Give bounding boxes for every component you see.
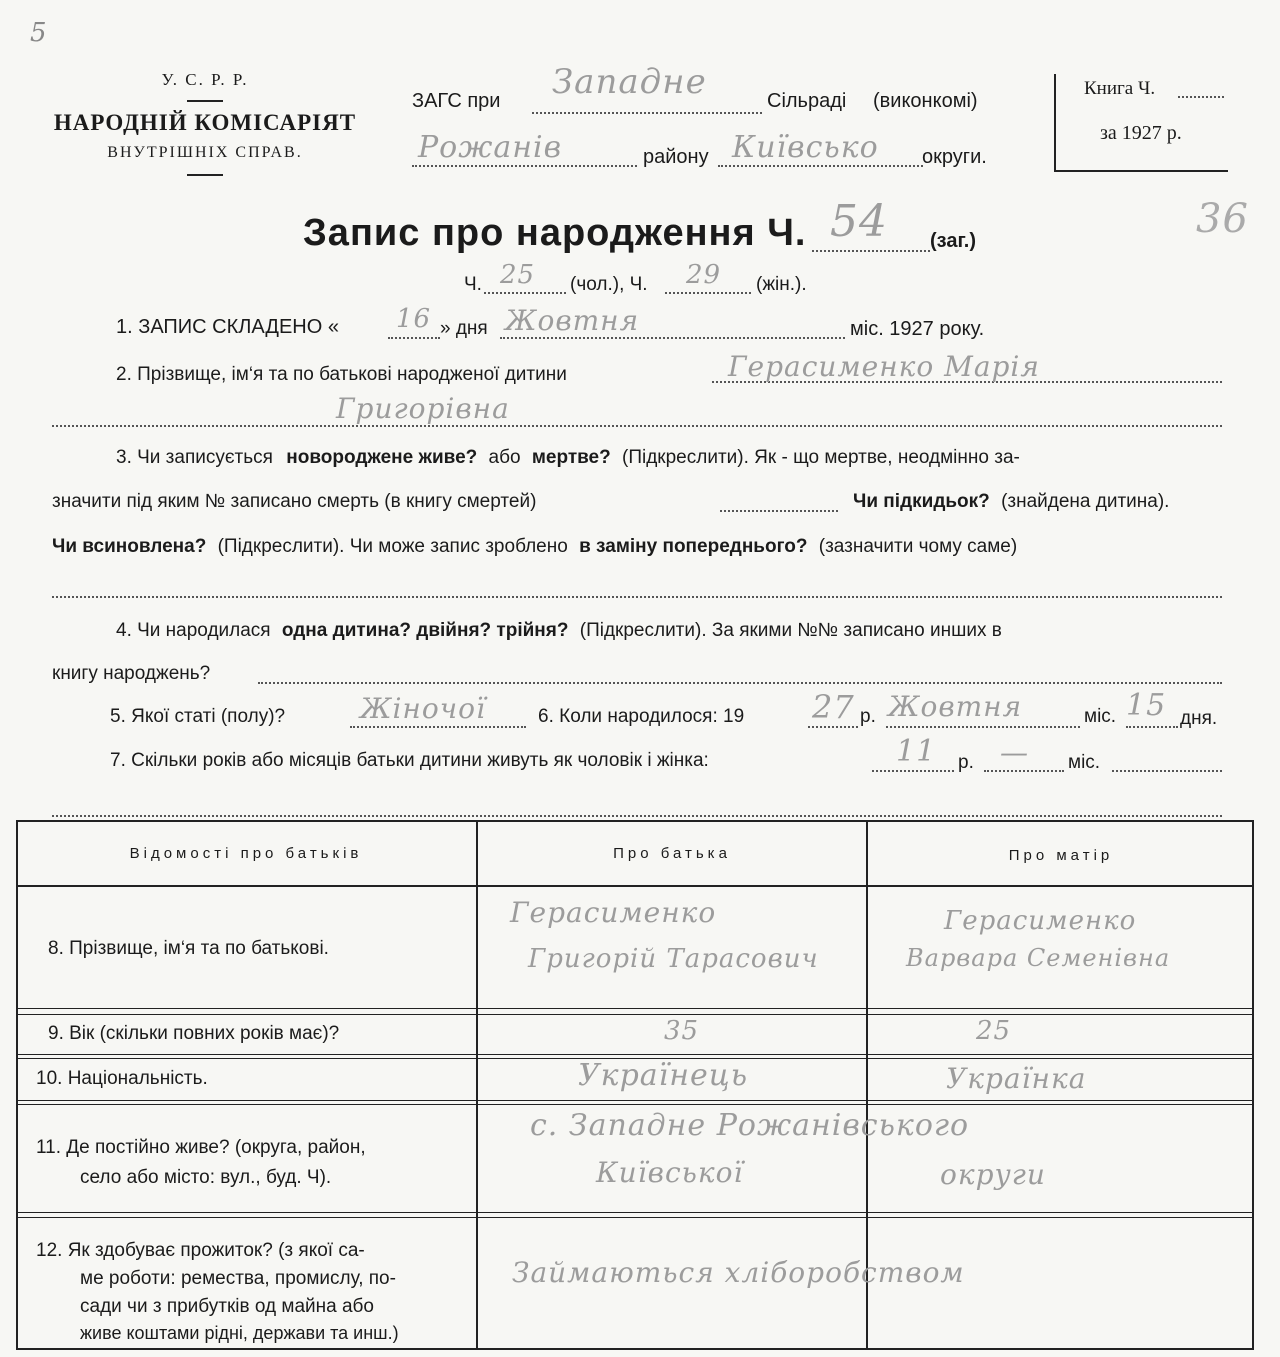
item1-mid: » дня xyxy=(440,318,488,339)
item3-l: (зазначити чому саме) xyxy=(818,536,1018,557)
item6-year-handwriting: 27 xyxy=(812,688,855,726)
item3-line2 xyxy=(52,491,536,513)
item5-handwriting: Жіночої xyxy=(360,692,486,725)
item6-mis: міс. xyxy=(1084,706,1117,727)
divider xyxy=(187,100,223,102)
table-header-info: Відомості про батьків xyxy=(129,845,363,862)
header-left xyxy=(0,70,410,176)
item3-death-line xyxy=(720,510,838,512)
ch-label: Ч. xyxy=(464,274,482,295)
row9-mother: 25 xyxy=(976,1016,1012,1046)
item3-e: (Підкреслити). Як - що мертве, неодмінно за- xyxy=(622,447,1020,468)
row12-label-2: ме роботи: ремества, промислу, по- xyxy=(80,1268,396,1289)
table-col-divider xyxy=(476,820,478,1350)
item7-line-blank xyxy=(52,815,1222,817)
item1-suffix: міс. 1927 року. xyxy=(850,318,985,340)
item3-j: (Підкреслити). Чи може запис зроблено xyxy=(217,536,568,557)
male-label: (чол.), Ч. xyxy=(570,274,648,295)
row9-label: 9. Вік (скільки повних років має)? xyxy=(48,1023,340,1044)
item3-d: мертве? xyxy=(531,447,611,468)
row10-label: 10. Національність. xyxy=(36,1068,208,1089)
item5-label: 5. Якої статі (полу)? xyxy=(110,706,286,727)
item6-r: р. xyxy=(860,706,876,727)
record-title: Запис про народження Ч. xyxy=(303,212,807,254)
row9-father: 35 xyxy=(664,1016,700,1046)
row12-label-4: живе коштами рідні, держави та инш.) xyxy=(80,1323,399,1343)
item2-label: 2. Прізвище, ім‘я та по батькові народженої дитини xyxy=(116,364,567,385)
item7-line-end xyxy=(1112,770,1222,772)
table-row-divider xyxy=(16,1100,1254,1101)
book-number-line xyxy=(1178,96,1224,98)
table-header-divider xyxy=(16,885,1254,887)
item6-dnia: дня. xyxy=(1180,708,1218,729)
item7-mis: міс. xyxy=(1068,752,1101,773)
commissariat-title: НАРОДНІЙ КОМІСАРІЯТ xyxy=(53,110,357,135)
council-label: Сільраді xyxy=(767,90,847,112)
item6-day-line xyxy=(1126,726,1178,728)
divider xyxy=(187,174,223,176)
table-header-mother: Про матір xyxy=(1008,847,1114,864)
record-number-handwriting: 54 xyxy=(830,196,888,247)
item1-month-line xyxy=(500,337,845,339)
record-number-line xyxy=(812,250,930,252)
row8-father-line2: Григорій Тарасович xyxy=(528,944,819,974)
female-label: (жін.). xyxy=(756,274,807,295)
rayon-handwriting: Рожанів xyxy=(418,130,563,165)
row8-father-line1: Герасименко xyxy=(510,896,717,929)
male-number-handwriting: 25 xyxy=(500,260,536,290)
table-row-divider xyxy=(16,1212,1254,1213)
item7-months-line xyxy=(984,770,1064,772)
item3-line1 xyxy=(116,447,1020,469)
rayon-line xyxy=(412,165,637,167)
total-label: (заг.) xyxy=(930,230,977,252)
item3-line3 xyxy=(52,536,1017,558)
row12-label-3: сади чи з прибутків од майна або xyxy=(80,1296,374,1317)
item6-month-line xyxy=(886,726,1080,728)
book-label: Книга Ч. xyxy=(1084,78,1156,99)
table-row-divider xyxy=(16,1014,1254,1015)
item1-day-line xyxy=(388,337,440,339)
item3-a: 3. Чи записується xyxy=(116,447,273,468)
item7-years-handwriting: 11 xyxy=(896,734,937,769)
item3-line-blank xyxy=(52,596,1222,598)
zags-prefix: ЗАГС при xyxy=(412,90,501,112)
okruha-handwriting: Київсько xyxy=(732,130,879,165)
margin-mark-top-left: 5 xyxy=(30,18,48,48)
female-number-handwriting: 29 xyxy=(686,260,722,290)
row8-label: 8. Прізвище, ім‘я та по батькові. xyxy=(48,938,329,959)
item3-k: в заміну попереднього? xyxy=(579,536,808,557)
row11-father-line2: Київської xyxy=(596,1156,744,1189)
item4-b: одна дитина? двійня? трійня? xyxy=(281,620,569,641)
item1-month-handwriting: Жовтня xyxy=(505,304,640,337)
item5-line xyxy=(350,726,526,728)
book-year: за 1927 р. xyxy=(1100,122,1182,144)
item3-g: Чи підкидьок? xyxy=(853,491,990,512)
item3-f: значити під яким № записано смерть (в книгу смертей) xyxy=(52,491,537,512)
item2-name2-handwriting: Григорівна xyxy=(336,392,510,425)
row10-mother: Українка xyxy=(946,1062,1087,1095)
table-row-divider xyxy=(16,1217,1254,1218)
item7-years-line xyxy=(872,770,954,772)
row12-father: Займаються хліборобством xyxy=(512,1256,965,1289)
item2-line-2 xyxy=(52,425,1222,427)
item4-line1 xyxy=(116,620,1002,642)
row12-label-1: 12. Як здобуває прожиток? (з якої са- xyxy=(36,1240,365,1261)
item6-month-handwriting: Жовтня xyxy=(888,690,1023,723)
row8-mother-line2: Варвара Семенівна xyxy=(906,944,1171,972)
margin-mark-top-right: 36 xyxy=(1196,196,1249,242)
book-box xyxy=(1054,74,1228,172)
okruha-line xyxy=(718,165,923,167)
rayon-label: району xyxy=(643,146,709,168)
okruha-label: округи. xyxy=(922,146,987,168)
item2-name-handwriting: Герасименко Марія xyxy=(728,350,1040,383)
table-row-divider xyxy=(16,1008,1254,1009)
row11-mother: округи xyxy=(940,1158,1046,1191)
item6-day-handwriting: 15 xyxy=(1126,688,1167,723)
item1-prefix: 1. ЗАПИС СКЛАДЕНО « xyxy=(116,316,339,338)
item3-h: (знайдена дитина). xyxy=(1001,491,1170,512)
male-number-line xyxy=(484,292,566,294)
row10-father: Українець xyxy=(578,1058,749,1093)
item1-day-handwriting: 16 xyxy=(396,304,432,334)
item7-label: 7. Скільки років або місяців батьки дитини живуть як чоловік і жінка: xyxy=(110,750,709,771)
village-handwriting: Западне xyxy=(552,62,707,102)
item7-months-handwriting: — xyxy=(1000,736,1029,769)
department-label: ВНУТРІШНІХ СПРАВ. xyxy=(107,144,303,161)
row11-label-2: село або місто: вул., буд. Ч). xyxy=(80,1167,332,1188)
item4-d: книгу народжень? xyxy=(52,663,211,684)
item7-r: р. xyxy=(958,752,974,773)
item6-year-line xyxy=(808,726,858,728)
item4-a: 4. Чи народилася xyxy=(116,620,271,641)
council-paren: (виконкомі) xyxy=(873,90,978,112)
state-label: У. С. Р. Р. xyxy=(161,70,249,89)
female-number-line xyxy=(665,292,751,294)
row11-label-1: 11. Де постійно живе? (округа, район, xyxy=(36,1137,366,1158)
item6-label: 6. Коли народилося: 19 xyxy=(538,706,745,727)
table-row-divider xyxy=(16,1054,1254,1055)
table-header-father: Про батька xyxy=(613,845,731,862)
item3-i: Чи всиновлена? xyxy=(52,536,207,557)
row11-father-line1: с. Западне Рожанівського xyxy=(530,1108,970,1143)
table-row-divider xyxy=(16,1104,1254,1105)
row8-mother-line1: Герасименко xyxy=(944,906,1137,936)
item3-c: або xyxy=(488,447,521,468)
item4-line xyxy=(258,682,1222,684)
item4-c: (Підкреслити). За якими №№ записано инших в xyxy=(579,620,1002,641)
item3-line2b xyxy=(853,491,1169,513)
village-line xyxy=(532,112,762,114)
item3-b: новороджене живе? xyxy=(286,447,478,468)
